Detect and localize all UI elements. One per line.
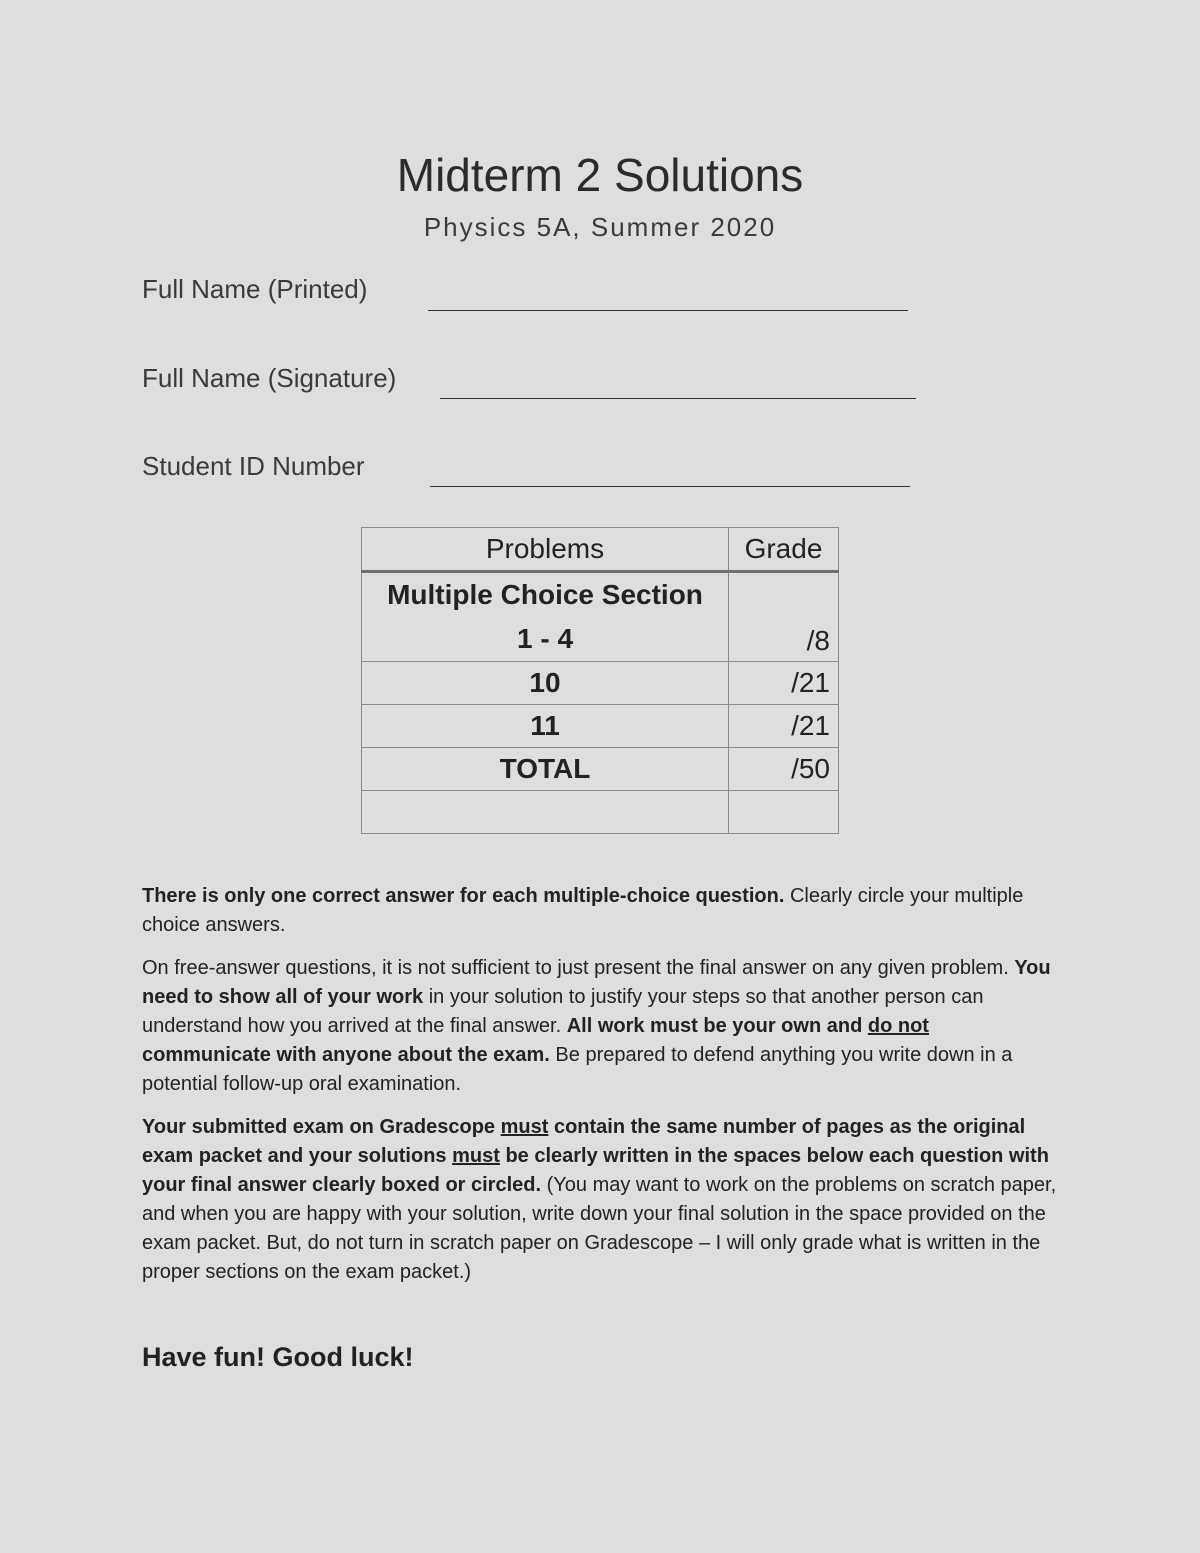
table-row bbox=[362, 662, 839, 705]
instruction-emphasis: Your submitted exam on Gradescope bbox=[142, 1116, 501, 1138]
grade-cell: /8 bbox=[729, 572, 839, 662]
table-row bbox=[362, 748, 839, 791]
printed-name-label: Full Name (Printed) bbox=[142, 274, 368, 304]
instruction-emphasis: All work must be your own and bbox=[566, 1015, 868, 1037]
section-label: Multiple Choice Section bbox=[387, 579, 703, 610]
problem-cell bbox=[362, 572, 729, 662]
page-title: Midterm 2 Solutions bbox=[396, 149, 804, 201]
instruction-text: Be prepared to defend anything you write down in a potential follow-up oral examination. bbox=[142, 1044, 1013, 1095]
course-subtitle: Physics 5A, Summer 2020 bbox=[423, 212, 777, 242]
instruction-emphasis-underlined: must bbox=[452, 1145, 500, 1167]
grade-cell: /21 bbox=[729, 705, 839, 748]
instruction-emphasis: be clearly written in the spaces below each question with your final answer clearly boxed or circled. bbox=[142, 1145, 1049, 1196]
table-row bbox=[362, 791, 839, 834]
student-id-line[interactable] bbox=[430, 486, 910, 487]
instruction-text: On free-answer questions, it is not sufficient to just present the final answer on any given problem. bbox=[142, 957, 1015, 979]
instruction-emphasis-underlined: must bbox=[500, 1116, 549, 1138]
grade-column-header: Grade bbox=[729, 528, 839, 572]
grade-cell: /21 bbox=[729, 662, 839, 705]
table-row bbox=[362, 572, 839, 662]
grade-cell bbox=[729, 791, 839, 834]
instruction-emphasis-underlined: do not bbox=[867, 1015, 929, 1037]
instruction-text: in your solution to justify your steps so that another person can understand how you arrived at the final answer. bbox=[142, 986, 984, 1037]
instruction-paragraph-1 bbox=[142, 882, 1062, 940]
problem-cell: 11 bbox=[362, 705, 729, 748]
instruction-emphasis: communicate with anyone about the exam. bbox=[142, 1044, 550, 1066]
grade-table-header-row bbox=[362, 528, 839, 572]
problem-range: 1 - 4 bbox=[516, 623, 574, 654]
instruction-emphasis: contain the same number of pages as the original exam packet and your solutions bbox=[142, 1116, 1026, 1167]
instruction-text: Clearly circle your multiple choice answers. bbox=[142, 885, 1024, 936]
problems-column-header: Problems bbox=[362, 528, 729, 572]
instruction-emphasis: You need to show all of your work bbox=[142, 957, 1051, 1008]
problem-cell bbox=[362, 791, 729, 834]
instruction-paragraph-3 bbox=[142, 1113, 1062, 1287]
grade-table bbox=[361, 527, 839, 834]
instructions bbox=[142, 882, 1062, 1301]
problem-cell: 10 bbox=[362, 662, 729, 705]
instruction-text: (You may want to work on the problems on scratch paper, and when you are happy with your solution, write down your final solution in the space provided on the exam packet. But, do not turn in scratch paper on Gradescope – I will only grade what is written in the proper sections on the exam packet.) bbox=[142, 1174, 1057, 1283]
problem-cell: TOTAL bbox=[362, 748, 729, 791]
table-row bbox=[362, 705, 839, 748]
printed-name-line[interactable] bbox=[428, 310, 908, 311]
grade-cell: /50 bbox=[729, 748, 839, 791]
instruction-emphasis: There is only one correct answer for each multiple-choice question. bbox=[142, 885, 785, 907]
instruction-paragraph-2 bbox=[142, 954, 1062, 1099]
closing-message: Have fun! Good luck! bbox=[142, 1342, 414, 1372]
signature-line[interactable] bbox=[440, 398, 916, 399]
student-id-label: Student ID Number bbox=[142, 451, 365, 481]
signature-label: Full Name (Signature) bbox=[142, 363, 397, 393]
